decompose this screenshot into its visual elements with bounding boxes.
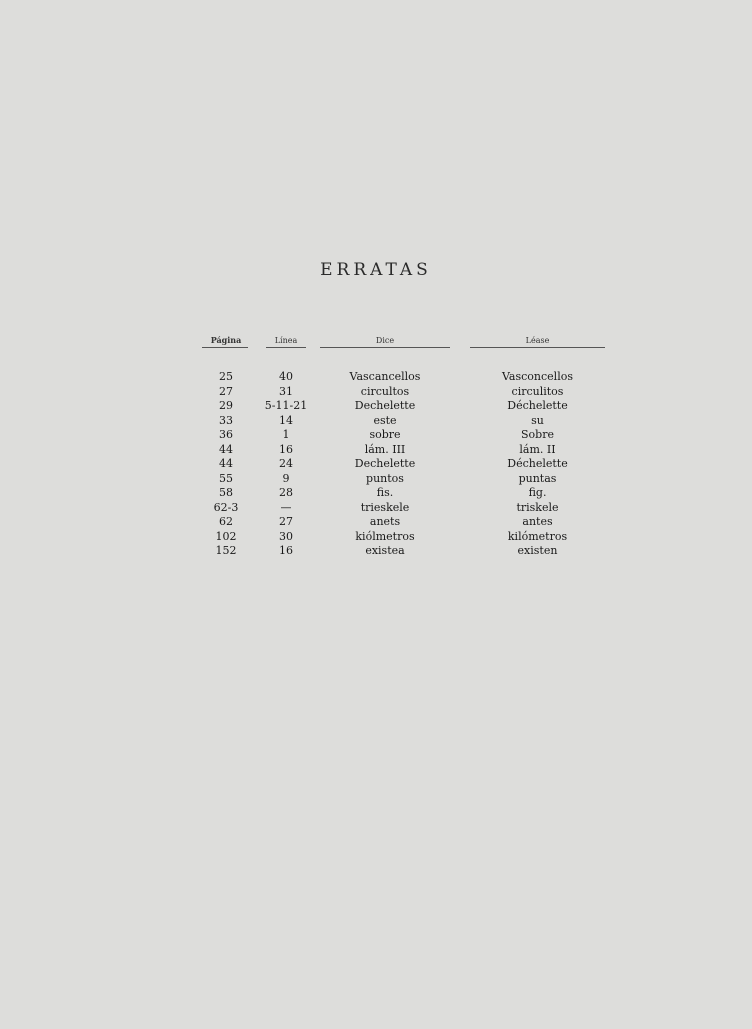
table-row: [190, 399, 605, 414]
header-dice-label: Dice: [375, 335, 395, 345]
cell-spacer: [310, 472, 320, 487]
cell-linea: 16: [279, 544, 293, 557]
errata-table: [190, 335, 605, 559]
cell-spacer: [310, 530, 320, 545]
cell-linea: 9: [282, 471, 290, 485]
table-row: [190, 428, 605, 443]
cell-spacer: [450, 414, 470, 429]
cell-pagina: 25: [219, 370, 233, 383]
cell-lease: Déchelette: [507, 457, 568, 470]
cell-pagina: 27: [219, 384, 233, 398]
cell-spacer: [310, 501, 320, 516]
cell-spacer: [450, 428, 470, 443]
header-linea: [262, 335, 310, 351]
cell-spacer: [450, 515, 470, 530]
header-dice: [320, 335, 450, 351]
header-spacer: [310, 335, 320, 351]
cell-pagina: 102: [215, 529, 237, 543]
cell-lease: fig.: [528, 486, 547, 499]
cell-dice: Vascancellos: [349, 370, 421, 383]
cell-lease: kilómetros: [507, 529, 568, 543]
header-pagina-label: Página: [210, 335, 242, 345]
header-spacer: [450, 335, 470, 351]
cell-spacer: [310, 385, 320, 400]
header-lease-label: Léase: [525, 335, 550, 345]
table-row: [190, 457, 605, 472]
table-row: [190, 501, 605, 516]
cell-dice: Dechelette: [354, 457, 416, 470]
cell-lease: su: [531, 413, 544, 427]
cell-dice: sobre: [369, 428, 401, 441]
cell-lease: puntas: [518, 471, 557, 485]
cell-spacer: [450, 501, 470, 516]
cell-spacer: [310, 351, 320, 385]
cell-spacer: [310, 457, 320, 472]
table-header-row: [190, 335, 605, 351]
cell-pagina: 55: [219, 471, 233, 485]
cell-lease: Déchelette: [507, 399, 568, 412]
header-rule: [202, 347, 248, 348]
table-row: [190, 443, 605, 458]
cell-pagina: 44: [219, 442, 233, 456]
cell-linea: 28: [279, 486, 293, 499]
cell-lease: Vasconcellos: [502, 370, 573, 383]
cell-spacer: [310, 443, 320, 458]
cell-linea: 16: [279, 442, 293, 456]
cell-spacer: [450, 472, 470, 487]
table-row: [190, 414, 605, 429]
cell-lease: existen: [517, 544, 558, 557]
cell-spacer: [450, 351, 470, 385]
cell-dice: lám. III: [364, 442, 406, 456]
cell-spacer: [450, 544, 470, 559]
cell-spacer: [450, 385, 470, 400]
cell-pagina: 62: [219, 515, 233, 528]
cell-dice: trieskele: [360, 500, 410, 514]
cell-spacer: [450, 443, 470, 458]
cell-pagina: 33: [219, 413, 233, 427]
header-rule: [266, 347, 306, 348]
header-pagina: [190, 335, 262, 351]
table-row: [190, 530, 605, 545]
table-row: [190, 385, 605, 400]
table-row: [190, 351, 605, 385]
cell-dice: este: [373, 413, 397, 427]
cell-linea: 40: [279, 370, 293, 383]
page-title: ERRATAS: [320, 260, 432, 280]
errata-body: [190, 351, 605, 559]
cell-linea: 1: [282, 428, 290, 441]
header-rule: [470, 347, 605, 348]
header-linea-label: Línea: [274, 335, 298, 345]
cell-pagina: 29: [219, 399, 233, 412]
cell-lease: Sobre: [521, 428, 554, 441]
cell-spacer: [310, 515, 320, 530]
cell-pagina: 62-3: [213, 500, 239, 514]
cell-spacer: [310, 428, 320, 443]
cell-dice: existea: [365, 544, 405, 557]
cell-spacer: [450, 486, 470, 501]
cell-dice: circultos: [360, 384, 410, 398]
cell-lease: lám. II: [519, 442, 556, 456]
cell-dice: puntos: [366, 471, 404, 485]
cell-spacer: [310, 399, 320, 414]
cell-spacer: [450, 530, 470, 545]
cell-spacer: [310, 544, 320, 559]
cell-linea: 5-11-21: [264, 399, 308, 412]
cell-spacer: [310, 486, 320, 501]
cell-spacer: [450, 457, 470, 472]
cell-linea: 14: [279, 413, 293, 427]
cell-dice: anets: [369, 515, 401, 528]
cell-linea: 24: [279, 457, 293, 470]
cell-linea: —: [280, 500, 292, 514]
cell-pagina: 58: [219, 486, 233, 499]
header-rule: [320, 347, 450, 348]
table-row: [190, 515, 605, 530]
cell-dice: kiólmetros: [355, 529, 415, 543]
cell-pagina: 152: [215, 544, 237, 557]
cell-spacer: [310, 414, 320, 429]
table-row: [190, 486, 605, 501]
cell-pagina: 44: [219, 457, 233, 470]
cell-linea: 30: [279, 529, 293, 543]
cell-pagina: 36: [219, 428, 233, 441]
cell-lease: triskele: [516, 500, 559, 514]
header-lease: [470, 335, 605, 351]
table-row: [190, 544, 605, 559]
cell-linea: 27: [279, 515, 293, 528]
table-row: [190, 472, 605, 487]
cell-dice: fis.: [376, 486, 394, 499]
cell-dice: Dechelette: [354, 399, 416, 412]
cell-spacer: [450, 399, 470, 414]
cell-lease: circulitos: [511, 384, 564, 398]
cell-lease: antes: [522, 515, 553, 528]
cell-linea: 31: [279, 384, 293, 398]
